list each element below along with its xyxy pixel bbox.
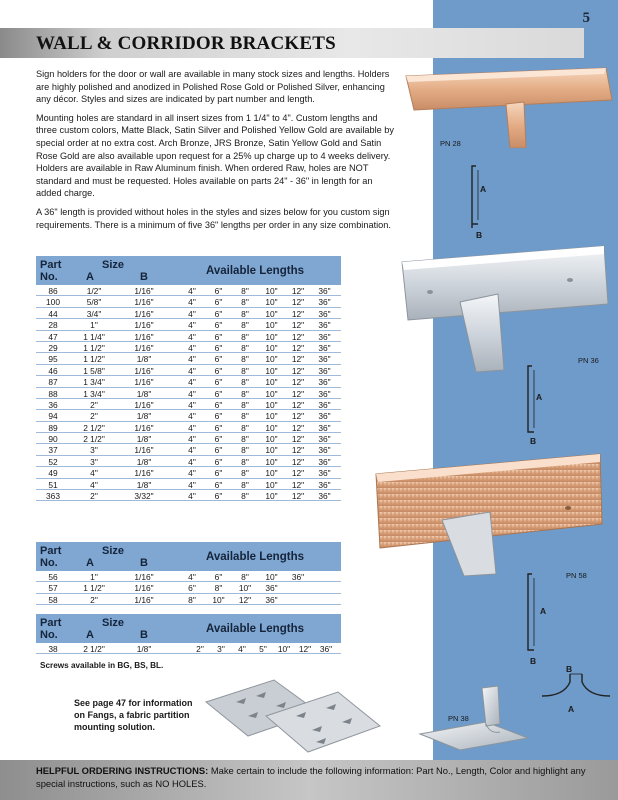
size-a-cell: 3" [90,445,98,456]
length-cell: 6" [214,286,223,296]
pn58-label: PN 58 [566,571,587,580]
length-cell: 36" [318,479,331,490]
ordering-instructions [36,764,596,790]
length-cell: 10" [265,445,278,456]
length-cell: 4" [188,320,196,331]
size-b-cell: 1/8" [136,456,152,467]
length-cell: 8" [241,342,249,353]
length-cell: 36" [318,331,331,342]
size-a-cell: 1 1/2" [83,583,105,594]
length-cell: 12" [291,377,305,388]
length-cell: 36" [318,286,331,296]
table-row [36,433,341,444]
pn38-bracket-image [416,680,534,752]
part-number-cell: 37 [48,445,58,456]
header-part: Part [40,617,62,629]
header-part: Part [40,259,62,271]
length-cell: 10" [265,456,278,467]
intro-paragraph-1: Sign holders for the door or wall are available in many stock sizes and lengths. Holders are highly polished and anodized in Polished Rose Gold or Polished Silver, enhancing any décor. Styles and sizes are indicated by part number and length. [36,69,390,105]
length-cell: 36" [318,320,331,331]
part-number-cell: 29 [48,342,58,353]
length-cell: 10" [265,331,278,342]
length-cell: 12" [291,434,305,445]
size-a-cell: 2" [90,411,98,422]
size-table-standard [36,256,341,501]
length-cell: 10" [265,320,278,331]
size-b-cell: 1/16" [134,365,154,376]
pn36-label: PN 36 [578,356,599,365]
table-header [36,256,341,285]
table-row [36,410,341,421]
table-body [36,285,341,501]
length-cell: 4" [188,354,196,365]
length-cell: 4" [188,422,196,433]
size-a-cell: 1 5/8" [83,365,105,376]
length-cell: 12" [291,468,305,479]
length-cell: 8" [241,491,249,502]
part-number-cell: 46 [48,365,58,376]
header-b: B [140,557,148,569]
length-cell: 8" [241,377,249,388]
length-cell: 4" [188,297,196,308]
length-cell: 8" [241,354,249,365]
length-cell: 6" [214,411,223,422]
header-no: No. [40,271,58,283]
size-b-cell: 1/16" [134,297,154,308]
length-cell: 12" [291,399,305,410]
length-cell: 12" [291,365,305,376]
length-cell: 6" [214,491,223,502]
length-cell: 36" [318,399,331,410]
size-b-cell: 1/16" [134,422,154,433]
header-available-lengths: Available Lengths [206,623,304,635]
length-cell: 12" [291,479,305,490]
length-cell: 36" [318,388,331,399]
size-b-cell: 1/16" [134,377,154,388]
length-cell: 12" [298,644,312,654]
size-a-cell: 2 1/2" [83,422,105,433]
size-b-cell: 1/16" [134,308,154,319]
length-cell: 6" [214,468,223,479]
table-row [36,365,341,376]
pn38-profile-diagram [540,668,612,708]
size-b-cell: 1/8" [136,388,152,399]
table-row [36,388,341,399]
table-row [36,399,341,410]
length-cell: 8" [241,411,249,422]
size-b-cell: 1/16" [134,342,154,353]
size-a-cell: 2" [90,594,98,605]
size-table-pn58 [36,542,341,605]
size-a-cell: 1 1/2" [83,354,105,365]
size-b-cell: 1/16" [134,399,154,410]
length-cell: 10" [265,411,278,422]
part-number-cell: 51 [48,479,58,490]
length-cell: 12" [291,456,305,467]
length-cell: 10" [265,468,278,479]
length-cell: 8" [241,297,249,308]
header-a: A [86,629,94,641]
size-b-cell: 1/16" [134,468,154,479]
table-row [36,331,341,342]
header-size: Size [102,259,125,271]
length-cell: 10" [265,377,278,388]
length-cell: 12" [291,320,305,331]
size-b-cell: 1/8" [136,434,152,445]
part-number-cell: 90 [48,434,58,445]
size-b-cell: 1/16" [134,331,154,342]
length-cell: 10" [265,572,278,582]
part-number-cell: 52 [48,456,58,467]
length-cell: 6" [214,365,223,376]
length-cell: 8" [214,583,223,594]
length-cell: 12" [291,491,305,502]
length-cell: 36" [265,594,278,605]
part-number-cell: 28 [48,320,58,331]
size-b-cell: 3/32" [134,491,154,502]
pn36-dim-b: B [530,436,537,446]
length-cell: 8" [241,331,249,342]
length-cell: 4" [188,286,196,296]
length-cell: 4" [238,644,246,654]
length-cell: 10" [265,434,278,445]
length-cell: 36" [319,644,333,654]
pn58-dim-a: A [540,606,547,616]
pn38-dim-a: A [568,704,575,714]
table-header [36,614,341,643]
length-cell: 6" [214,572,223,582]
length-cell: 4" [188,479,196,490]
table-row [36,353,341,364]
length-cell: 8" [241,365,249,376]
length-cell: 10" [265,286,278,296]
part-number-cell: 363 [46,491,60,502]
pn36-dim-a: A [536,392,543,402]
size-b-cell: 1/16" [134,286,154,296]
length-cell: 2" [196,644,204,654]
length-cell: 36" [318,354,331,365]
size-a-cell: 2" [90,399,98,410]
size-b-cell: 1/8" [136,479,152,490]
length-cell: 8" [241,320,249,331]
size-a-cell: 2 1/2" [83,644,105,654]
length-cell: 8" [241,434,249,445]
page-number: 5 [582,10,590,26]
length-cell: 36" [318,365,331,376]
part-number-cell: 87 [48,377,58,388]
length-cell: 8" [241,572,249,582]
intro-paragraph-2: Mounting holes are standard in all insert sizes from 1 1/4" to 4". Custom lengths and three custom colors, Matte Black, Satin Silver and Polished Yellow Gold are available by special order at no extra cost. Arch Bronze, JRS Bronze, Satin Yellow Gold and Satin Rose Gold are also available upon request for a 25% up charge up to 4 weeks delivery. Holders are available in Raw Aluminum finish. When ordered Raw, holes are NOT standard and must be requested. Holes available on parts 24" - 36" in length for an added charge. [36,112,394,199]
header-part: Part [40,545,62,557]
pn28-bracket-image [400,66,618,148]
length-cell: 8" [241,388,249,399]
length-cell: 4" [188,572,196,582]
length-cell: 12" [291,388,305,399]
length-cell: 36" [318,297,331,308]
length-cell: 4" [188,399,196,410]
length-cell: 4" [188,331,196,342]
part-number-cell: 89 [48,422,58,433]
length-cell: 10" [265,342,278,353]
part-number-cell: 58 [48,594,58,605]
length-cell: 8" [241,479,249,490]
size-b-cell: 1/16" [134,594,154,605]
table-row [36,582,341,593]
table-row [36,594,341,605]
length-cell: 8" [241,308,249,319]
part-number-cell: 44 [48,308,58,319]
size-b-cell: 1/8" [136,411,152,422]
length-cell: 12" [291,422,305,433]
size-a-cell: 3" [90,456,98,467]
header-a: A [86,271,94,283]
table-row [36,490,341,501]
length-cell: 10" [265,388,278,399]
length-cell: 6" [188,583,196,594]
length-cell: 12" [291,354,305,365]
length-cell: 8" [241,468,249,479]
length-cell: 8" [241,399,249,410]
pn58-bracket-image [372,452,606,576]
length-cell: 8" [188,594,196,605]
length-cell: 8" [241,445,249,456]
length-cell: 4" [188,445,196,456]
size-b-cell: 1/16" [134,445,154,456]
size-b-cell: 1/8" [136,354,152,365]
length-cell: 10" [265,422,278,433]
length-cell: 6" [214,479,223,490]
length-cell: 10" [277,644,291,654]
length-cell: 6" [214,331,223,342]
size-a-cell: 1 3/4" [83,377,105,388]
pn28-dim-a: A [480,184,487,194]
length-cell: 6" [214,456,223,467]
length-cell: 4" [188,377,196,388]
table-row [36,285,341,296]
fang-plates-image [196,672,386,756]
part-number-cell: 56 [48,572,58,582]
length-cell: 10" [265,354,278,365]
length-cell: 4" [188,456,196,467]
length-cell: 36" [318,468,331,479]
size-a-cell: 1/2" [86,286,102,296]
table-row [36,319,341,330]
part-number-cell: 57 [48,583,58,594]
table-body [36,571,341,605]
length-cell: 36" [318,445,331,456]
length-cell: 4" [188,434,196,445]
table-row [36,296,341,307]
pn38-label: PN 38 [448,714,469,723]
header-no: No. [40,629,58,641]
length-cell: 12" [291,411,305,422]
length-cell: 12" [291,342,305,353]
header-size: Size [102,545,125,557]
length-cell: 4" [188,308,196,319]
length-cell: 4" [188,365,196,376]
length-cell: 36" [318,434,331,445]
table-row [36,571,341,582]
size-a-cell: 4" [90,468,98,479]
length-cell: 36" [318,342,331,353]
size-a-cell: 1" [90,320,98,331]
size-a-cell: 3/4" [86,308,102,319]
intro-text [36,68,396,237]
header-size: Size [102,617,125,629]
ordering-instructions-text: Make certain to include the following information: Part No., Length, Color and highlight any special instructions, such as NO HOLES. [36,765,586,789]
length-cell: 8" [241,286,249,296]
part-number-cell: 86 [48,286,58,296]
length-cell: 10" [238,583,252,594]
table-header [36,542,341,571]
length-cell: 10" [265,308,278,319]
part-number-cell: 49 [48,468,58,479]
length-cell: 6" [214,342,223,353]
size-a-cell: 1" [90,572,98,582]
page-title: WALL & CORRIDOR BRACKETS [36,33,336,54]
size-b-cell: 1/8" [136,644,152,654]
table-body [36,643,341,654]
part-number-cell: 47 [48,331,58,342]
pn28-dim-b: B [476,230,483,240]
header-b: B [140,271,148,283]
length-cell: 10" [265,297,278,308]
pn28-profile-diagram [470,164,494,230]
pn36-bracket-image [398,244,610,374]
size-b-cell: 1/16" [134,572,154,582]
pn28-label: PN 28 [440,139,461,148]
length-cell: 6" [214,388,223,399]
length-cell: 6" [214,308,223,319]
size-a-cell: 2" [90,491,98,502]
table-row [36,308,341,319]
size-b-cell: 1/16" [134,583,154,594]
length-cell: 6" [214,377,223,388]
table-row [36,422,341,433]
length-cell: 36" [318,422,331,433]
part-number-cell: 38 [48,644,58,654]
length-cell: 4" [188,388,196,399]
table-row [36,467,341,478]
length-cell: 4" [188,411,196,422]
length-cell: 12" [291,297,305,308]
length-cell: 12" [291,445,305,456]
length-cell: 6" [214,445,223,456]
length-cell: 4" [188,468,196,479]
length-cell: 12" [291,308,305,319]
size-table-pn38 [36,614,341,654]
length-cell: 6" [214,434,223,445]
length-cell: 5" [259,644,267,654]
table-row [36,376,341,387]
length-cell: 10" [265,479,278,490]
header-b: B [140,629,148,641]
length-cell: 12" [238,594,252,605]
length-cell: 4" [188,491,196,502]
length-cell: 6" [214,399,223,410]
size-a-cell: 4" [90,479,98,490]
size-a-cell: 1 1/2" [83,342,105,353]
length-cell: 8" [241,422,249,433]
length-cell: 10" [265,491,278,502]
intro-paragraph-3: A 36" length is provided without holes in the styles and sizes below for you custom sign requirements. There is a minimum of five 36" lengths per order in any size combination. [36,206,391,230]
length-cell: 36" [291,572,305,582]
length-cell: 36" [318,411,331,422]
size-a-cell: 1 1/4" [83,331,105,342]
length-cell: 8" [241,456,249,467]
length-cell: 4" [188,342,196,353]
header-available-lengths: Available Lengths [206,551,304,563]
length-cell: 10" [265,399,278,410]
header-no: No. [40,557,58,569]
size-a-cell: 2 1/2" [83,434,105,445]
pn38-dim-b: B [566,664,573,674]
length-cell: 3" [217,644,225,654]
length-cell: 6" [214,422,223,433]
part-number-cell: 88 [48,388,58,399]
header-a: A [86,557,94,569]
size-b-cell: 1/16" [134,320,154,331]
length-cell: 12" [291,286,305,296]
length-cell: 10" [212,594,225,605]
table-row [36,643,341,654]
size-a-cell: 1 3/4" [83,388,105,399]
pn58-dim-b: B [530,656,537,666]
length-cell: 36" [318,491,331,502]
header-available-lengths: Available Lengths [206,265,304,277]
length-cell: 6" [214,297,223,308]
part-number-cell: 94 [48,411,58,422]
part-number-cell: 36 [48,399,58,410]
length-cell: 36" [318,456,331,467]
table-row [36,479,341,490]
size-a-cell: 5/8" [86,297,102,308]
length-cell: 10" [265,365,278,376]
part-number-cell: 100 [46,297,60,308]
length-cell: 6" [214,320,223,331]
length-cell: 36" [265,583,278,594]
fang-note: See page 47 for information on Fangs, a fabric partition mounting solution. [74,698,193,732]
screws-note: Screws available in BG, BS, BL. [40,661,164,670]
length-cell: 6" [214,354,223,365]
length-cell: 36" [318,377,331,388]
ordering-instructions-lead: HELPFUL ORDERING INSTRUCTIONS: [36,765,209,776]
part-number-cell: 95 [48,354,58,365]
length-cell: 36" [318,308,331,319]
table-row [36,456,341,467]
table-row [36,444,341,455]
length-cell: 12" [291,331,305,342]
table-row [36,342,341,353]
